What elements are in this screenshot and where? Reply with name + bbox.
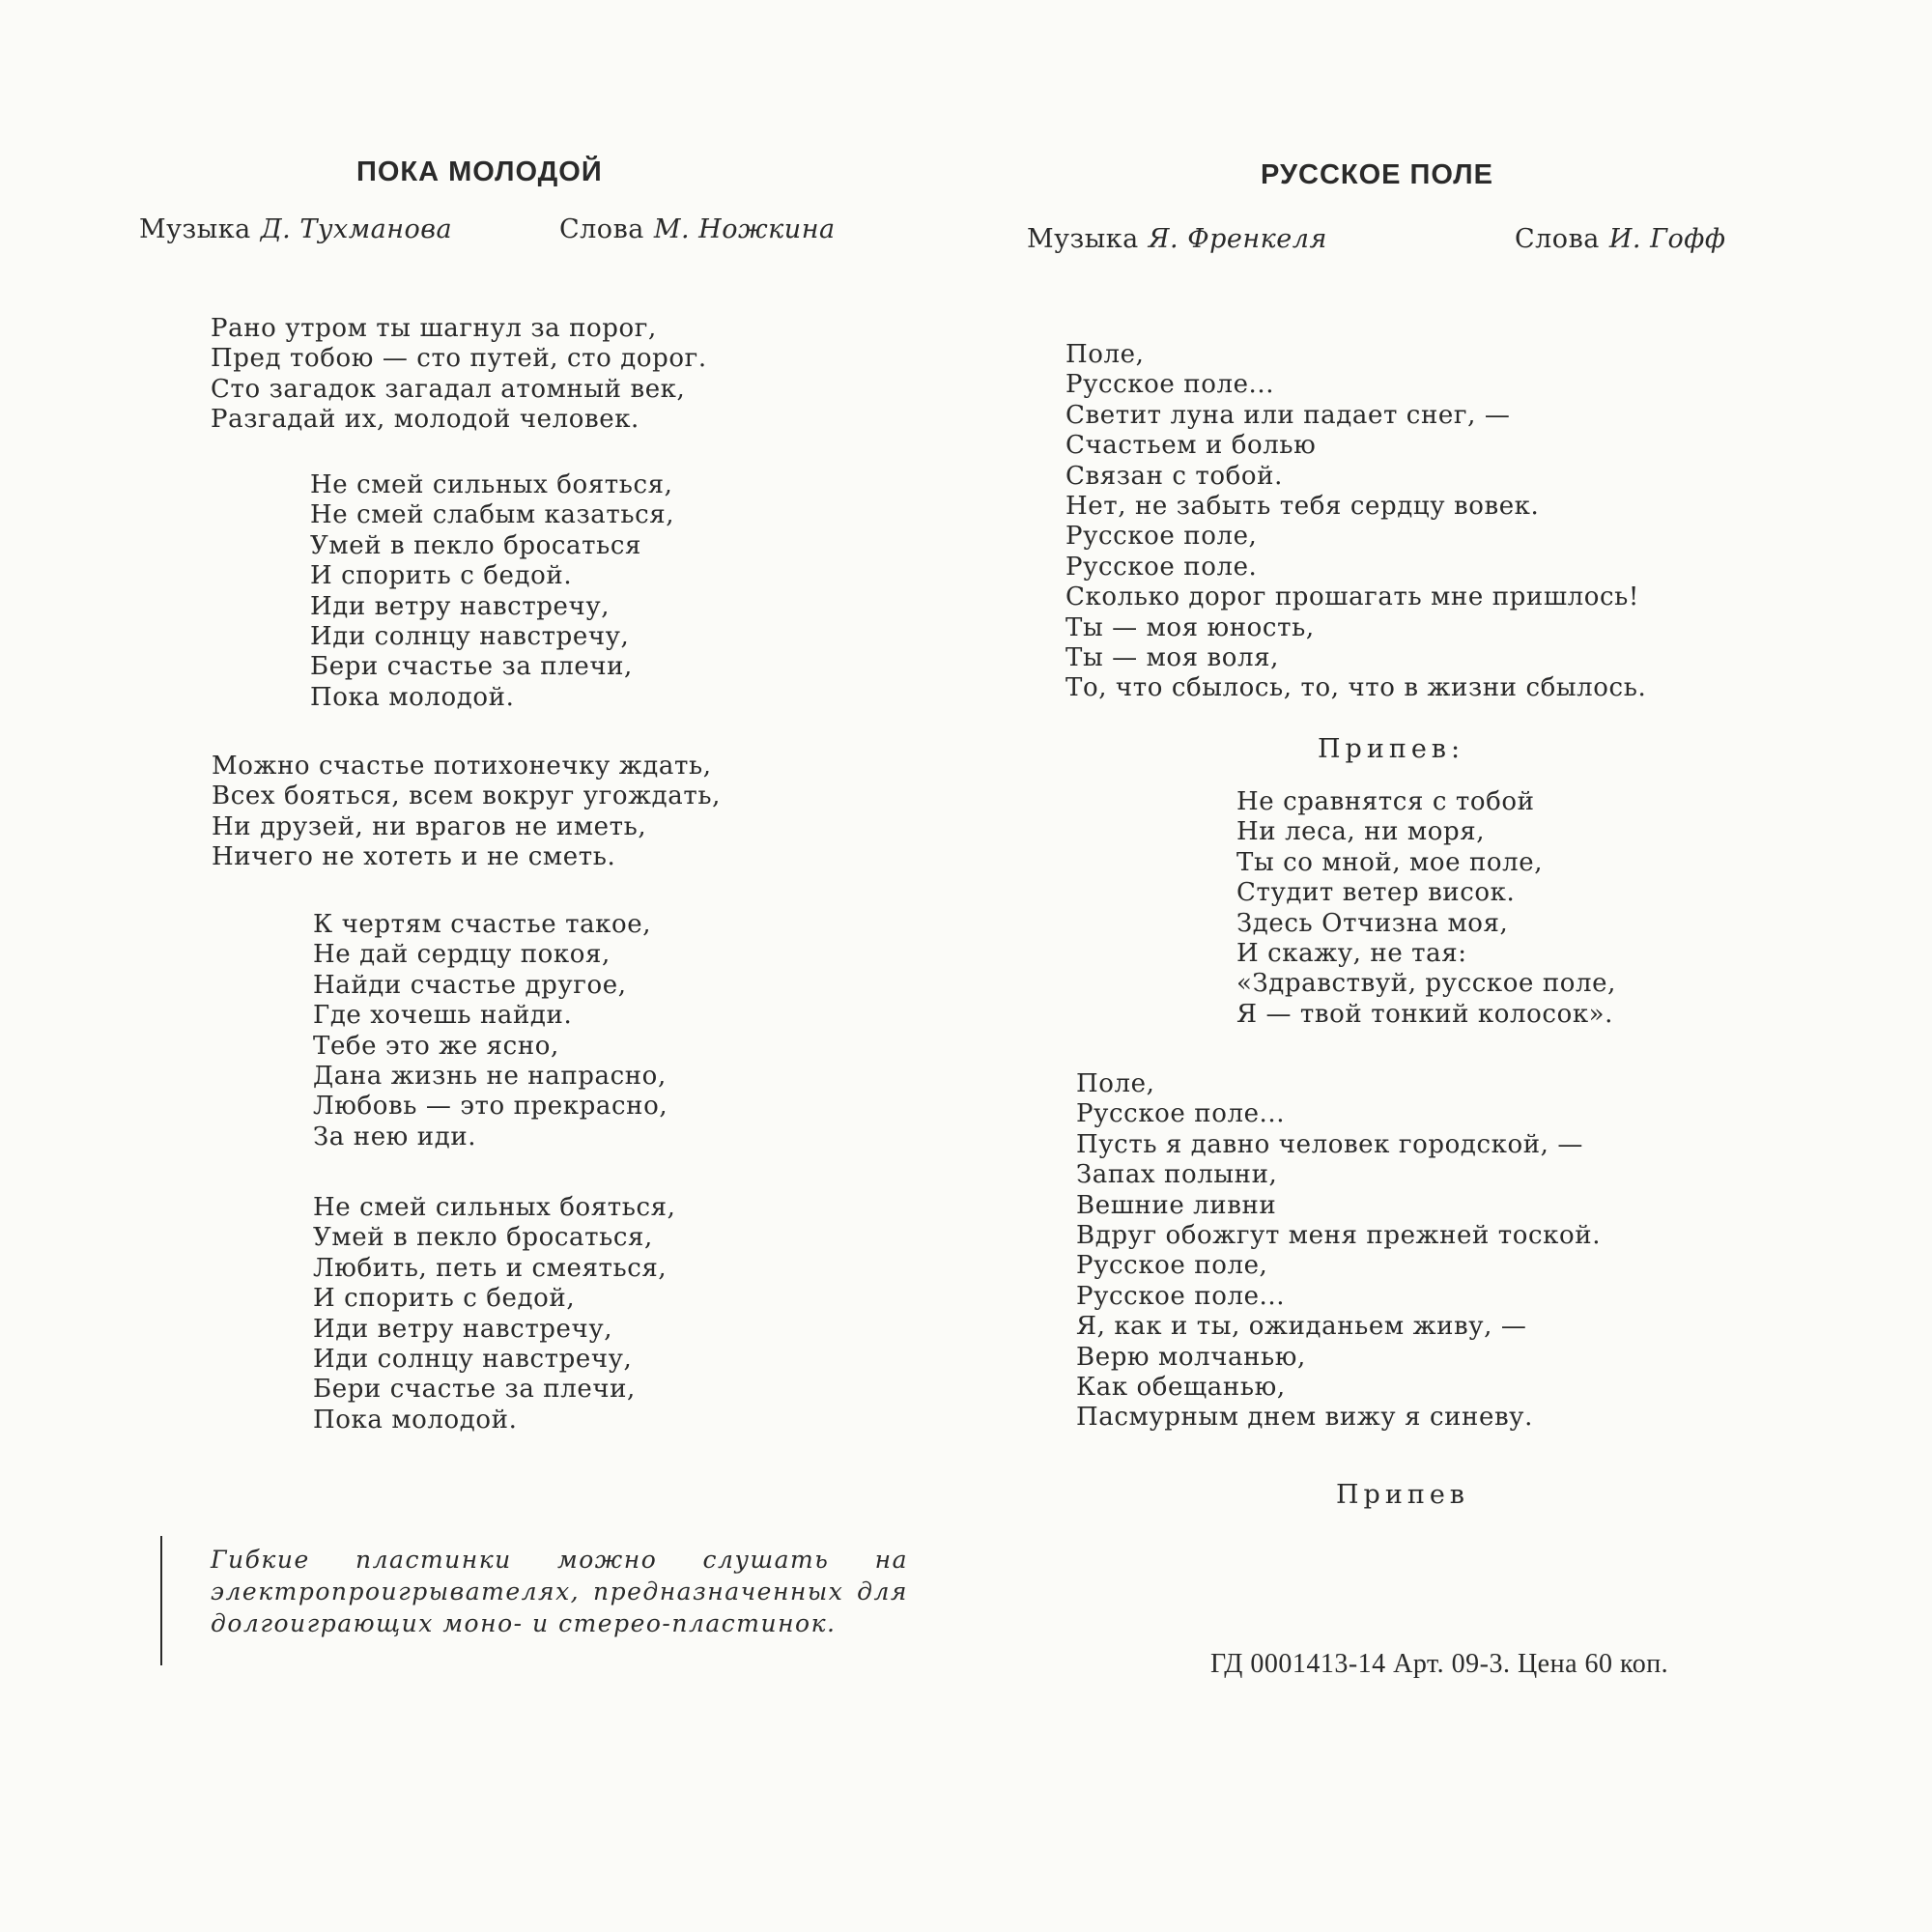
lyric-line: Иди солнцу навстречу, — [310, 622, 630, 652]
lyric-line: Нет, не забыть тебя сердцу вовек. — [1065, 492, 1540, 522]
music-author: Я. Френкеля — [1148, 224, 1327, 254]
lyric-line: Русское поле, — [1065, 522, 1258, 552]
words-label: Слова — [1515, 224, 1600, 254]
words-author: И. Гофф — [1608, 224, 1726, 254]
left-stanza-2 — [310, 470, 674, 713]
lyric-line: Студит ветер висок. — [1236, 878, 1516, 908]
music-author: Д. Тухманова — [260, 214, 453, 244]
lyric-line: Верю молчанью, — [1076, 1342, 1306, 1372]
lyric-line: Русское поле... — [1076, 1099, 1286, 1129]
lyric-line: Здесь Отчизна моя, — [1236, 908, 1509, 938]
lyric-line: Сколько дорог прошагать мне пришлось! — [1065, 582, 1639, 612]
lyric-line: Не смей слабым казаться, — [310, 500, 675, 530]
music-label: Музыка — [139, 214, 251, 244]
lyric-line: Не смей сильных бояться, — [310, 470, 673, 499]
lyric-line: Не смей сильных бояться, — [313, 1193, 676, 1222]
lyric-line: Русское поле... — [1065, 370, 1275, 400]
lyric-line: Вешние ливни — [1076, 1190, 1277, 1220]
lyric-line: Пред тобою — сто путей, сто дорог. — [211, 344, 707, 374]
lyric-line: Не дай сердцу покоя, — [313, 940, 611, 970]
lyric-line: Я — твой тонкий колосок». — [1236, 999, 1614, 1029]
lyric-line: Пока молодой. — [310, 682, 515, 712]
lyric-line: Иди ветру навстречу, — [313, 1314, 613, 1344]
lyric-line: И спорить с бедой, — [313, 1284, 576, 1314]
lyric-line: Пусть я давно человек городской, — — [1076, 1129, 1583, 1159]
left-song-music-credit — [139, 214, 452, 244]
lyric-line: Запах полыни, — [1076, 1160, 1278, 1190]
lyric-line: Ты — моя юность, — [1065, 612, 1315, 642]
notice-rule — [160, 1536, 162, 1665]
left-stanza-1 — [211, 314, 707, 436]
right-song-words-credit — [1515, 224, 1726, 254]
lyric-line: Русское поле. — [1065, 552, 1258, 582]
lyric-line: Иди ветру навстречу, — [310, 591, 611, 621]
lyric-line: Вдруг обожгут меня прежней тоской. — [1076, 1221, 1602, 1251]
playback-notice: Гибкие пластинки можно слушать на электропроигрывателях, предназначенных для долгоиграющих моно- и стерео-пластинок. — [211, 1546, 908, 1637]
lyric-line: Ничего не хотеть и не сметь. — [212, 842, 616, 872]
right-song-music-credit — [1027, 224, 1327, 254]
left-stanza-3 — [212, 752, 721, 873]
lyric-line: Пока молодой. — [313, 1405, 518, 1435]
lyric-line: Сто загадок загадал атомный век, — [211, 374, 686, 404]
lyric-line: Бери счастье за плечи, — [310, 652, 633, 682]
lyric-line: И спорить с бедой. — [310, 561, 573, 591]
lyric-line: Разгадай их, молодой человек. — [211, 405, 639, 435]
lyric-line: Ни друзей, ни врагов не иметь, — [212, 811, 647, 841]
lyric-line: За нею иди. — [313, 1122, 477, 1151]
lyric-line: Связан с тобой. — [1065, 461, 1283, 491]
lyric-line: Тебе это же ясно, — [313, 1031, 559, 1061]
lyric-line: Иди солнцу навстречу, — [313, 1345, 633, 1375]
lyric-line: Рано утром ты шагнул за порог, — [211, 314, 657, 343]
refrain-marker: Припев — [1336, 1480, 1469, 1510]
words-author: М. Ножкина — [653, 214, 836, 244]
lyric-line: И скажу, не тая: — [1236, 939, 1467, 969]
lyric-line: Пасмурным днем вижу я синеву. — [1076, 1403, 1533, 1433]
music-label: Музыка — [1027, 224, 1139, 254]
lyric-line: Любовь — это прекрасно, — [313, 1092, 668, 1122]
lyric-line: Бери счастье за плечи, — [313, 1375, 636, 1405]
left-song-words-credit — [559, 214, 836, 244]
lyric-line: Можно счастье потихонечку ждать, — [212, 752, 712, 781]
left-song-title: ПОКА МОЛОДОЙ — [356, 156, 603, 187]
lyric-line: Не сравнятся с тобой — [1236, 787, 1535, 816]
lyric-line: Ты со мной, мое поле, — [1236, 847, 1544, 877]
lyric-line: Русское поле, — [1076, 1251, 1268, 1281]
left-stanza-5 — [313, 1193, 675, 1435]
lyric-line: Я, как и ты, ожиданьем живу, — — [1076, 1312, 1527, 1342]
lyric-line: Поле, — [1076, 1069, 1155, 1098]
lyric-line: Счастьем и болью — [1065, 431, 1317, 461]
lyric-line: Найди счастье другое, — [313, 970, 627, 1000]
lyric-line: К чертям счастье такое, — [313, 910, 652, 939]
words-label: Слова — [559, 214, 644, 244]
refrain-heading: Припев: — [1318, 734, 1465, 764]
lyric-line: Ты — моя воля, — [1065, 643, 1279, 673]
lyric-line: Как обещанью, — [1076, 1373, 1286, 1403]
right-refrain-stanza — [1236, 787, 1616, 1030]
lyric-line: Любить, петь и смеяться, — [313, 1253, 668, 1283]
lyric-line: Ни леса, ни моря, — [1236, 817, 1486, 847]
lyric-line: Где хочешь найди. — [313, 1001, 573, 1031]
right-song-title: РУССКОЕ ПОЛЕ — [1261, 159, 1493, 190]
lyric-line: Русское поле... — [1076, 1281, 1286, 1311]
lyric-line: То, что сбылось, то, что в жизни сбылось. — [1065, 673, 1647, 703]
lyric-line: Поле, — [1065, 340, 1145, 369]
lyric-line: Всех бояться, всем вокруг угождать, — [212, 781, 721, 811]
left-stanza-4 — [313, 910, 668, 1152]
right-stanza-2 — [1076, 1069, 1601, 1434]
lyric-line: Умей в пекло бросаться, — [313, 1223, 653, 1253]
lyric-line: Дана жизнь не напрасно, — [313, 1062, 667, 1092]
lyric-line: Светит луна или падает снег, — — [1065, 400, 1511, 430]
lyric-line: «Здравствуй, русское поле, — [1236, 969, 1617, 999]
lyric-line: Умей в пекло бросаться — [310, 530, 642, 560]
catalog-number: ГД 0001413-14 Арт. 09-3. Цена 60 коп. — [1210, 1649, 1669, 1679]
right-stanza-1 — [1065, 340, 1646, 704]
